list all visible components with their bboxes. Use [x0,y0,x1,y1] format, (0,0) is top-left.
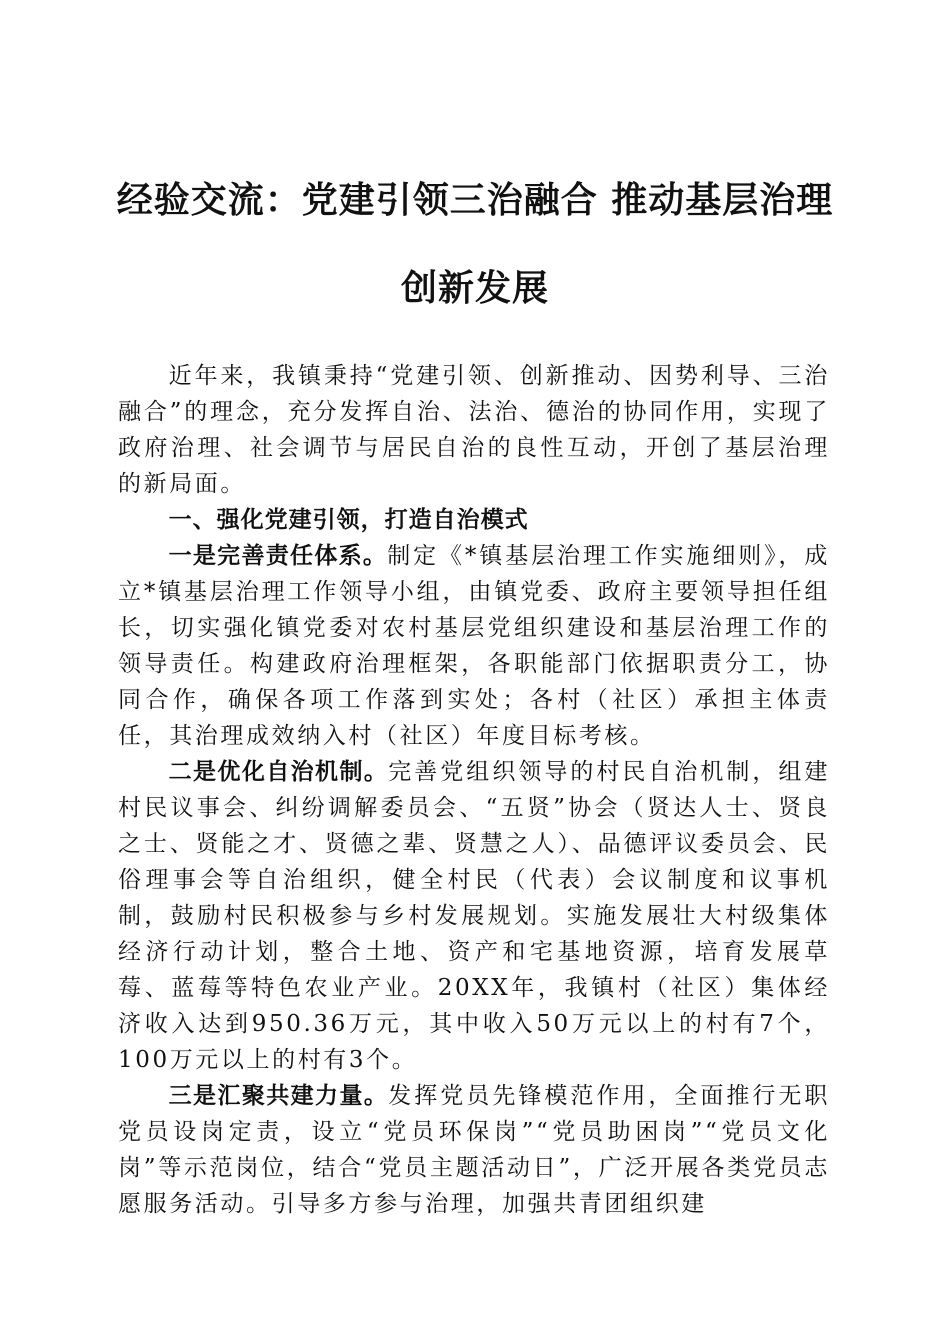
paragraph-lead: 三是汇聚共建力量。 [168,1083,389,1109]
paragraph-text: 完善党组织领导的村民自治机制，组建村民议事会、纠纷调解委员会、“五贤”协会（贤达人士、贤良之士、贤能之才、贤德之辈、贤慧之人）、品德评议委员会、民俗理事会等自治组织，健全村民（代表）会议制度和议事机制，鼓励村民积极参与乡村发展规划。实施发展壮大村级集体经济行动计划，整合土地、资产和宅基地资源，培育发展草莓、蓝莓等特色农业产业。20XX年，我镇村（社区）集体经济收入达到950.36万元，其中收入50万元以上的村有7个，100万元以上的村有3个。 [118,759,831,1073]
paragraph-joint-building [118,1078,830,1222]
paragraph-autonomy [118,754,830,1078]
intro-paragraph: 近年来，我镇秉持“党建引领、创新推动、因势利导、三治融合”的理念，充分发挥自治、法治、德治的协同作用，实现了政府治理、社会调节与居民自治的良性互动，开创了基层治理的新局面。 [118,363,830,497]
document-title-line-2: 创新发展 [400,267,549,309]
document-title-line-1: 经验交流：党建引领三治融合 推动基层治理 [116,179,834,221]
paragraph-text: 制定《*镇基层治理工作实施细则》，成立*镇基层治理工作领导小组，由镇党委、政府主要领导担任组长，切实强化镇党委对农村基层党组织建设和基层治理工作的领导责任。构建政府治理框架，各职能部门依据职责分工，协同合作，确保各项工作落到实处；各村（社区）承担主体责任，其治理成效纳入村（社区）年度目标考核。 [118,543,830,749]
document-body [118,358,830,1222]
paragraph-text: 发挥党员先锋模范作用，全面推行无职党员设岗定责，设立“党员环保岗”“党员助困岗”“党员文化岗”等示范岗位，结合“党员主题活动日”，广泛开展各类党员志愿服务活动。引导多方参与治理，加强共青团组织建 [118,1083,831,1217]
paragraph-responsibility [118,538,830,754]
section-heading: 一、强化党建引领，打造自治模式 [168,507,529,533]
paragraph-lead: 二是优化自治机制。 [168,759,389,785]
paragraph-lead: 一是完善责任体系。 [168,543,388,569]
